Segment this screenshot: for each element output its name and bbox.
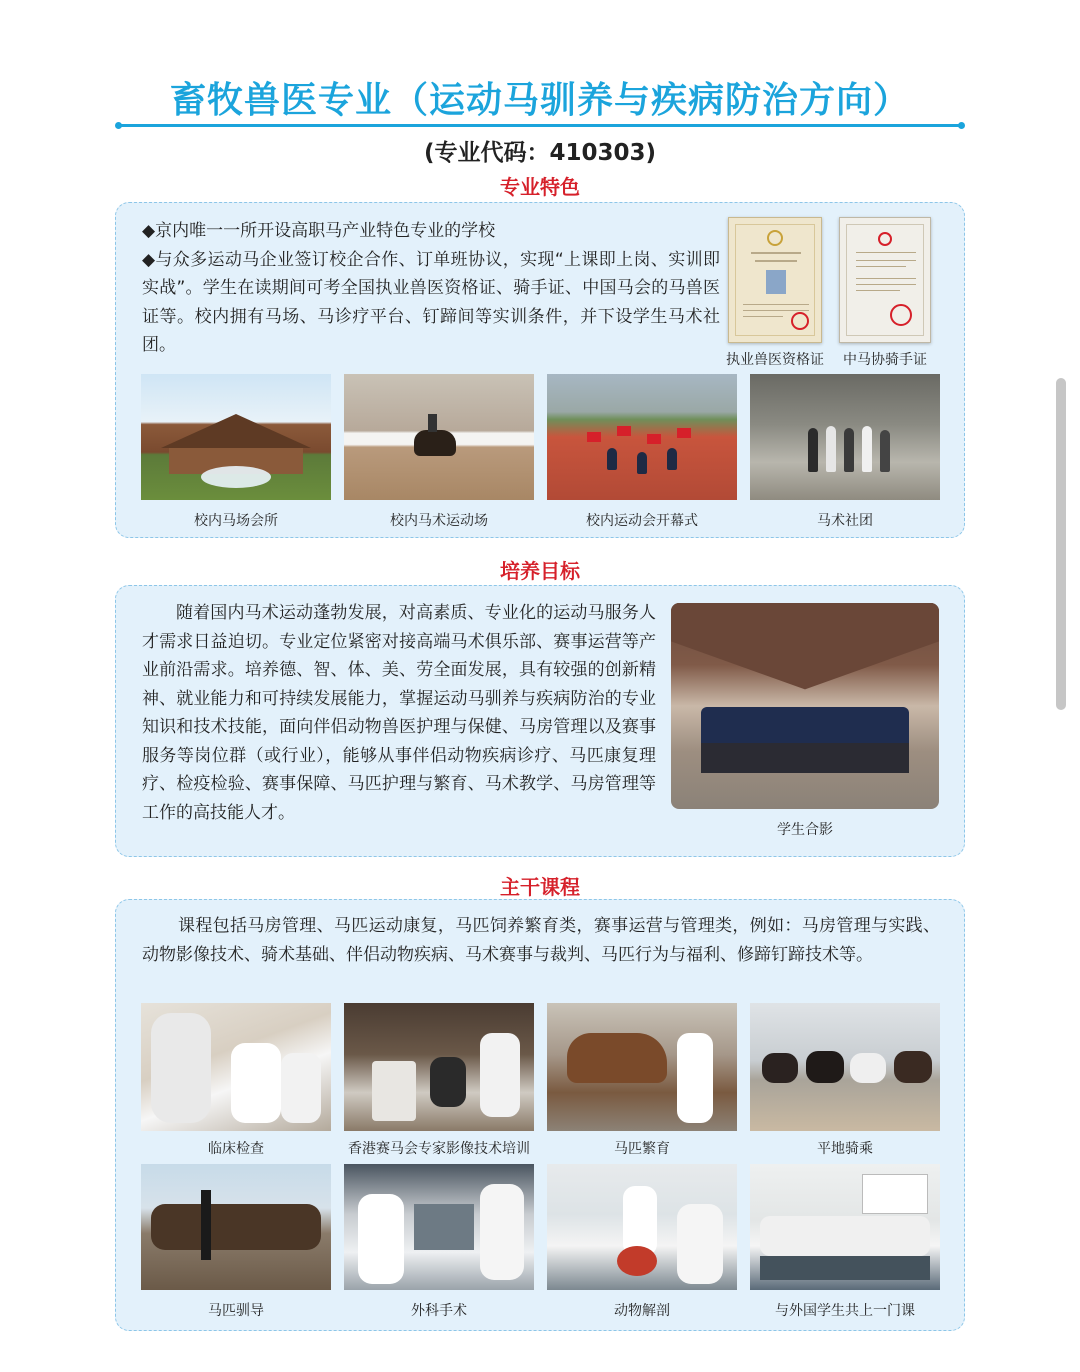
rider-certificate-image	[839, 217, 931, 343]
goals-text: 随着国内马术运动蓬勃发展，对高素质、专业化的运动马服务人才需求日益迫切。专业定位紧密对接高端马术俱乐部、赛事运营等产业前沿需求。培养德、智、体、美、劳全面发展，具有较强的创新精神、就业能力和可持续发展能力，掌握运动马驯养与疾病防治的专业知识和技术技能，面向伴侣动物兽医护理与保健、马房管理以及赛事服务等岗位群（或行业），能够从事伴侣动物疾病诊疗、马匹康复理疗、检疫检验、赛事保障、马匹护理与繁育、马术教学、马房管理等工作的高技能人才。	[142, 603, 656, 823]
international-class-photo	[750, 1164, 940, 1290]
features-heading: 专业特色	[500, 175, 580, 199]
photo-caption: 校内马场会所	[194, 513, 278, 529]
features-text: ◆京内唯一一所开设高职马产业特色专业的学校 ◆与众多运动马企业签订校企合作、订单班协议，实现“上课即上岗、实训即实战”。学生在读期间可考全国执业兽医资格证、骑手证、中国马会的马兽医证等。校内拥有马场、马诊疗平台、钉蹄间等实训条件，并下设学生马术社团。	[142, 221, 720, 355]
photo-caption: 临床检查	[208, 1141, 264, 1157]
student-group-photo	[671, 603, 939, 809]
surgery-photo	[344, 1164, 534, 1290]
vet-certificate-image	[728, 217, 822, 343]
flat-riding-photo	[750, 1003, 940, 1131]
sports-meet-photo	[547, 374, 737, 500]
photo-caption: 校内马术运动场	[390, 513, 488, 529]
courses-panel	[115, 899, 965, 1331]
anatomy-photo	[547, 1164, 737, 1290]
riding-club-photo	[750, 374, 940, 500]
page-title: 畜牧兽医专业（运动马驯养与疾病防治方向）	[169, 80, 910, 121]
photo-caption: 动物解剖	[614, 1303, 670, 1319]
major-code: (专业代码：410303)	[423, 140, 657, 166]
courses-text: 课程包括马房管理、马匹运动康复，马匹饲养繁育类，赛事运营与管理类，例如：马房管理与实践、动物影像技术、骑术基础、伴侣动物疾病、马术赛事与裁判、马匹行为与福利、修蹄钉蹄技术等。	[142, 916, 940, 965]
horse-training-photo	[141, 1164, 331, 1290]
imaging-training-photo	[344, 1003, 534, 1131]
photo-caption: 外科手术	[411, 1303, 467, 1319]
certificate-caption: 执业兽医资格证	[726, 352, 824, 368]
goals-heading: 培养目标	[500, 559, 580, 583]
arena-photo	[344, 374, 534, 500]
photo-caption: 校内运动会开幕式	[586, 513, 698, 529]
courses-heading: 主干课程	[500, 875, 580, 899]
goals-panel	[115, 585, 965, 857]
clinical-exam-photo	[141, 1003, 331, 1131]
clubhouse-photo	[141, 374, 331, 500]
photo-caption: 平地骑乘	[817, 1141, 873, 1157]
photo-caption: 马匹繁育	[614, 1141, 670, 1157]
photo-caption: 马匹驯导	[208, 1303, 264, 1319]
features-panel	[115, 202, 965, 538]
certificate-caption: 中马协骑手证	[843, 352, 927, 368]
title-divider	[118, 124, 962, 127]
photo-caption: 学生合影	[777, 822, 833, 838]
photo-caption: 香港赛马会专家影像技术培训	[348, 1141, 530, 1157]
vertical-scrollbar[interactable]	[1056, 378, 1066, 710]
photo-caption: 马术社团	[817, 513, 873, 529]
photo-caption: 与外国学生共上一门课	[775, 1303, 915, 1319]
horse-breeding-photo	[547, 1003, 737, 1131]
